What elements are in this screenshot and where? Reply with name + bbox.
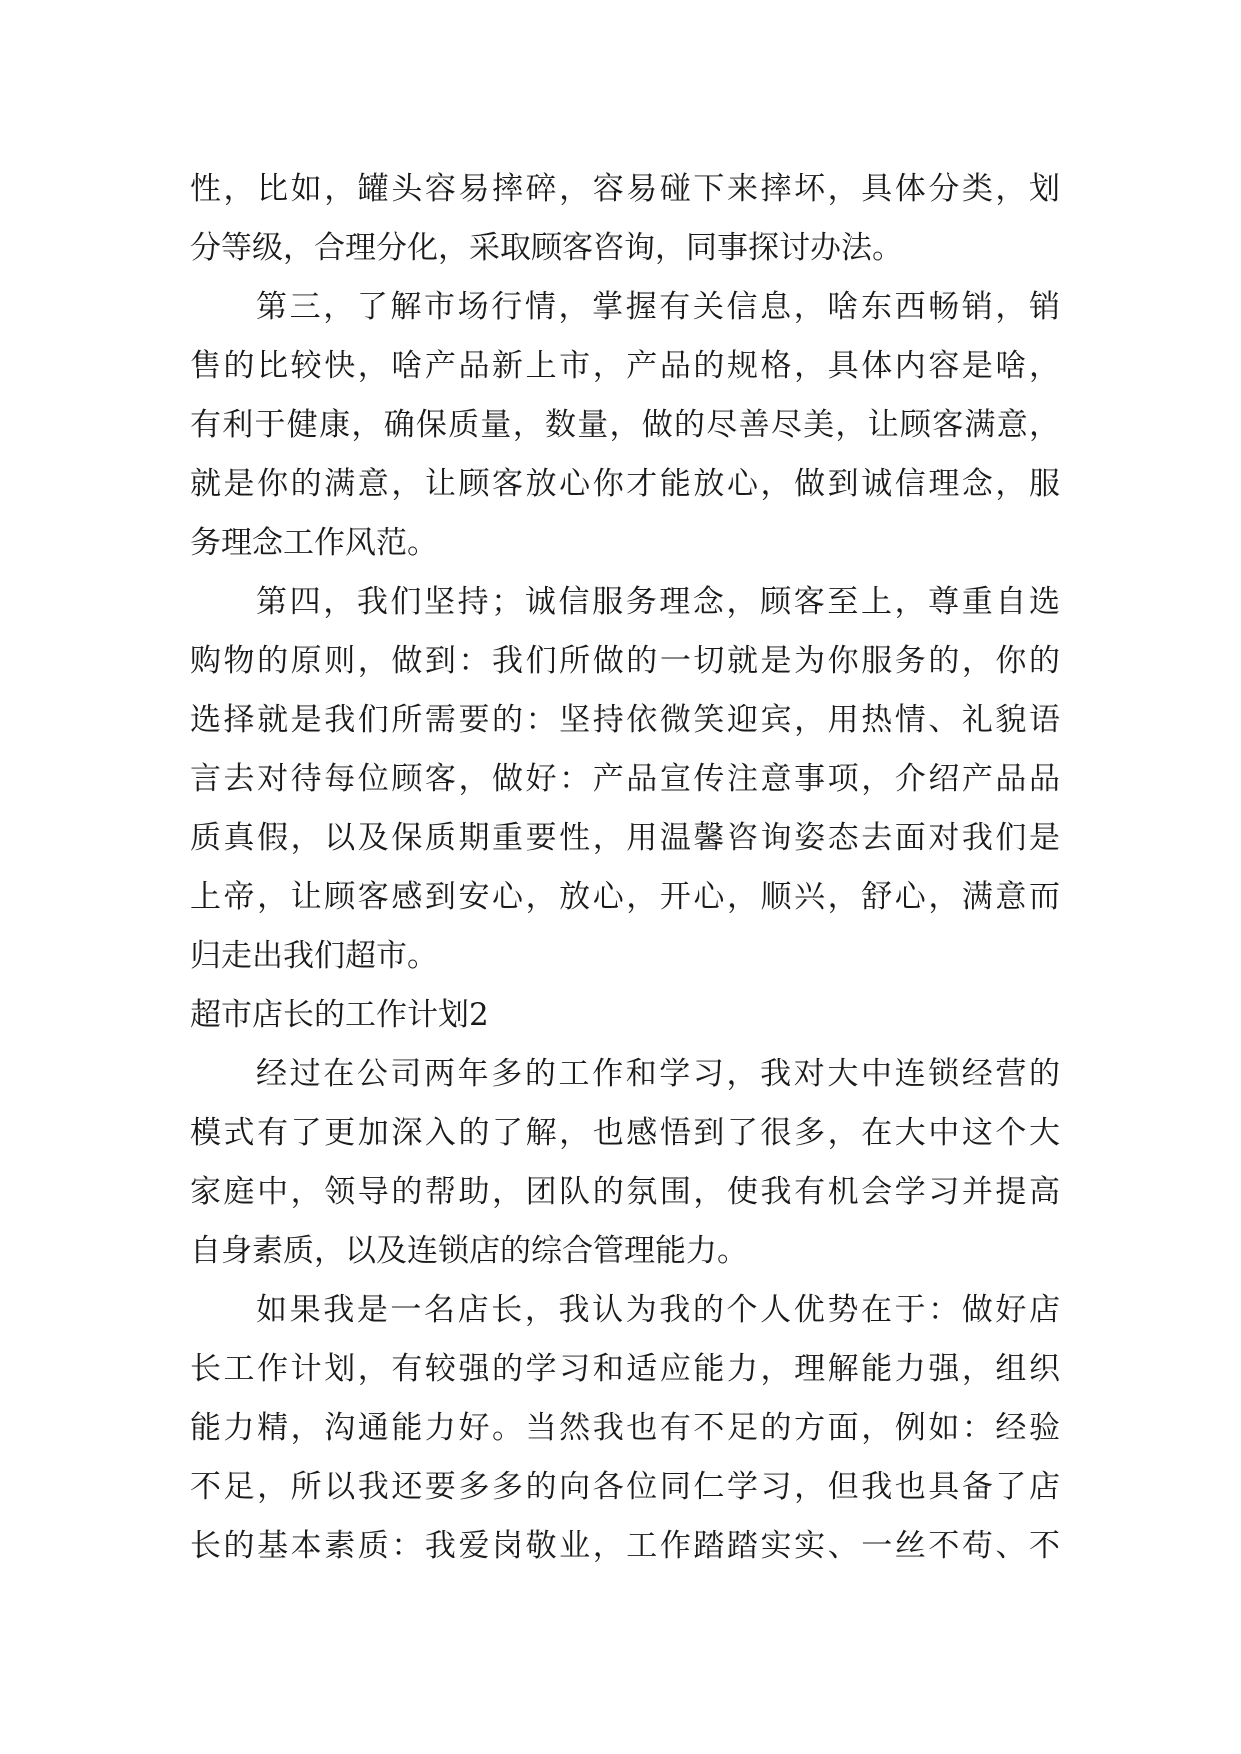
section-heading: 超市店长的工作计划2 [190, 997, 489, 1033]
paragraph-start-line: 第四，我们坚持；诚信服务理念，顾客至上，尊重自选 [256, 584, 1060, 620]
text-line: 上帝，让顾客感到安心，放心，开心，顺兴，舒心，满意而 [190, 879, 1060, 915]
text-line: 选择就是我们所需要的：坚持依微笑迎宾，用热情、礼貌语 [190, 702, 1060, 738]
text-line: 长的基本素质：我爱岗敬业，工作踏踏实实、一丝不苟、不 [190, 1528, 1060, 1564]
text-line: 归走出我们超市。 [190, 938, 438, 974]
text-line: 有利于健康，确保质量，数量，做的尽善尽美，让顾客满意， [190, 407, 1060, 443]
text-line: 模式有了更加深入的了解，也感悟到了很多，在大中这个大 [190, 1115, 1060, 1151]
text-line: 务理念工作风范。 [190, 525, 438, 561]
text-line: 购物的原则，做到：我们所做的一切就是为你服务的，你的 [190, 643, 1060, 679]
paragraph-start-line: 经过在公司两年多的工作和学习，我对大中连锁经营的 [256, 1056, 1060, 1092]
text-line: 质真假，以及保质期重要性，用温馨咨询姿态去面对我们是 [190, 820, 1060, 856]
text-line: 不足，所以我还要多多的向各位同仁学习，但我也具备了店 [190, 1469, 1060, 1505]
text-line: 就是你的满意，让顾客放心你才能放心，做到诚信理念，服 [190, 466, 1060, 502]
text-line: 能力精，沟通能力好。当然我也有不足的方面，例如：经验 [190, 1410, 1060, 1446]
text-line: 售的比较快，啥产品新上市，产品的规格，具体内容是啥， [190, 348, 1060, 384]
text-line: 家庭中，领导的帮助，团队的氛围，使我有机会学习并提高 [190, 1174, 1060, 1210]
text-line: 长工作计划，有较强的学习和适应能力，理解能力强，组织 [190, 1351, 1060, 1387]
text-line: 自身素质，以及连锁店的综合管理能力。 [190, 1233, 748, 1269]
text-line: 言去对待每位顾客，做好：产品宣传注意事项，介绍产品品 [190, 761, 1060, 797]
text-line: 性，比如，罐头容易摔碎，容易碰下来摔坏，具体分类，划 [190, 171, 1060, 207]
text-line: 分等级，合理分化，采取顾客咨询，同事探讨办法。 [190, 230, 903, 266]
paragraph-start-line: 第三，了解市场行情，掌握有关信息，啥东西畅销，销 [256, 289, 1060, 325]
paragraph-start-line: 如果我是一名店长，我认为我的个人优势在于：做好店 [256, 1292, 1060, 1328]
document-body [190, 160, 1060, 1576]
